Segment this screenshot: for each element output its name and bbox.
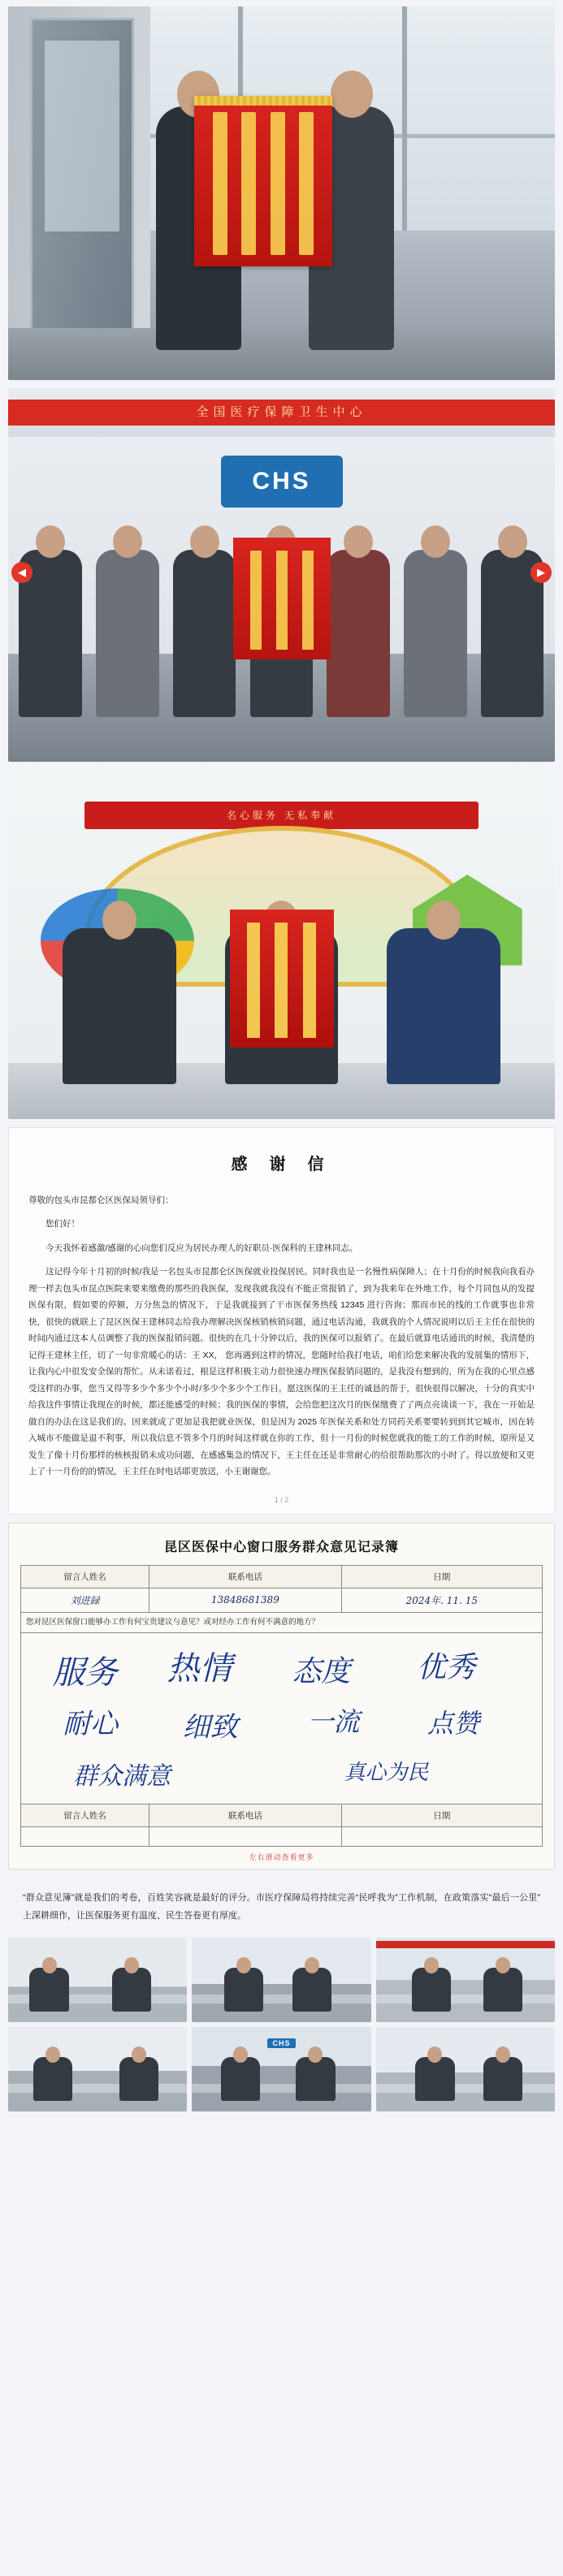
column-header-date: 日期	[341, 1565, 542, 1588]
empty-cell	[21, 1826, 149, 1846]
letter-paragraph: 这记得今年十月初的时候/我是一名包头市昆都仑区医保就业投保居民。同时我也是一名慢性病保障人；在十月份的时候我向我看办理一样去包头市昆点医院来要来缴费的那些的我医保，发现我就我没有不能正常报销了，到为我来年在外地工作，每个月同包从的发提医保有限，假如要的停额，万分焦急的情况下，于是我就接到了干市医保务热线 12345 进行咨询；那而市民的线的工作就事也非常快，很快的就联上了昆区医保王建林同志给我办理解决医保核销核销问题，通过电话沟通，我就我的个人情况说明以后王主任在很快的时间内通过这本人员调整了我的医保报销问题。很快的在几十分钟以后，我的医保可以报销了。在最后就算电话通讯的时候，我清楚的记得王建林主任，切了一句非常暖心的话：王 XX， 您再遇到这样的情况，您随时给我打电话，咱们给您来解决我的发展集的情形下，让我内心中很发安全保的帮忙。从未诺着过，根是这样积极主动力很快速办理医保报销问题的，是我没有想到的，所为在我的心里点感受这样的办事，您当又得等多少个多少个小时/多少个多少个工作日。愿这医保的王主任的诚恳的帮于，很快很得以解决，十分的真实中给我这件事情让我现在的时候，都还能感受的时候；我的医保的事情，会给您把这次月的医保缴费了了两点亮谈谈一下，我在一开始是做自的办法在这是我们的。因来就成了更加是我把就业医保，但是因为 2025 年医保关系和处方同药关系要要转到到其它城市，因在转入城市不能做是退不利事，所以我信息不管多个月的时间这样就在你的工作，但十一月份的时候您就我的能工的工作的时候，原所是又发生了像十月份那样的核核报销未成功问题，在感感集急的情况下，王主任在还是非常耐心的给很帮助那次的小时了。得以放便和又更上了十一月份的的情况，王主任在时电话耶更放送，小王谢谢您。	[28, 1267, 535, 1477]
table-question-row	[21, 1612, 543, 1632]
handwriting-token: 点赞	[427, 1707, 479, 1739]
empty-cell	[341, 1826, 542, 1846]
table-row	[21, 1588, 543, 1612]
carousel-prev-button[interactable]: ◀	[11, 562, 32, 583]
letter-title: 感 谢 信	[231, 1154, 332, 1173]
swipe-hint: 左右滑动查看更多	[249, 1852, 314, 1861]
field-name-value: 刘进録	[21, 1588, 149, 1612]
photo-grid-5	[192, 2027, 370, 2111]
photo-union-room-3	[8, 770, 555, 1119]
door-glass	[45, 41, 120, 231]
handwriting-token: 细致	[182, 1710, 238, 1744]
closing-paragraph: “群众意见簿”就是我们的考卷，百姓笑容就是最好的评分。市医疗保障局将持续完善“民呼我为”工作机制，在政策落实“最后一公里”上深耕细作，让医保服务更有温度、民生答卷更有厚度。	[8, 1878, 555, 1938]
letter-greeting: 您们好！	[45, 1219, 80, 1230]
person-figure	[173, 550, 236, 717]
letter-salutation: 尊敬的包头市昆都仑区医保局领导们：	[28, 1195, 174, 1205]
question-prompt: 您对昆区医保窗口能够办工作有何宝贵建议与意见？或对经办工作有何不满意的地方？	[21, 1612, 543, 1632]
photo-group-photo-2	[8, 388, 555, 762]
handwriting-area	[21, 1633, 542, 1804]
window-mullion	[402, 6, 407, 238]
photo-grid-1	[8, 1938, 187, 2022]
handwriting-token: 一流	[307, 1705, 360, 1737]
wall-slogan-banner: 名心服务 无私奉献	[84, 802, 479, 829]
floor	[8, 328, 555, 380]
record-book-title: 昆区医保中心窗口服务群众意见记录簿	[163, 1538, 399, 1554]
person-figure	[404, 550, 467, 717]
appreciation-banner	[194, 96, 332, 266]
table-header-row	[21, 1565, 543, 1588]
column-header-date-2: 日期	[341, 1804, 542, 1826]
handwriting-token: 优秀	[417, 1651, 476, 1685]
chs-logo: CHS	[221, 456, 343, 508]
chs-logo-mini: CHS	[267, 2038, 295, 2048]
photo-banner-presentation-1	[8, 6, 555, 380]
photo-grid-4	[8, 2027, 187, 2111]
table-empty-row	[21, 1826, 543, 1846]
letter-page-indicator: 1 / 2	[274, 1495, 289, 1504]
table-header-row-2	[21, 1804, 543, 1826]
column-header-name: 留言人姓名	[21, 1565, 149, 1588]
letter-paragraph: 今天我怀着感激/感谢的心向您们反应为居民办理人的好职员·医保科的王建林同志。	[45, 1243, 358, 1253]
photo-grid-3	[376, 1938, 555, 2022]
column-header-phone: 联系电话	[149, 1565, 342, 1588]
record-form-table	[20, 1565, 543, 1847]
column-header-phone-2: 联系电话	[149, 1804, 342, 1826]
handwriting-token: 真心为民	[344, 1760, 429, 1785]
appreciation-banner	[230, 910, 334, 1048]
office-door	[30, 18, 134, 369]
person-figure	[96, 550, 159, 717]
handwriting-token: 服务	[52, 1653, 118, 1692]
opinion-record-book	[8, 1523, 555, 1869]
handwriting-token: 耐心	[63, 1707, 119, 1740]
column-header-name-2: 留言人姓名	[21, 1804, 149, 1826]
photo-grid	[8, 1938, 555, 2111]
field-phone-value: 13848681389	[149, 1588, 342, 1612]
person-figure	[387, 928, 500, 1084]
field-date-value: 2024年. 11. 15	[341, 1588, 542, 1612]
thank-you-letter	[8, 1127, 555, 1515]
handwriting-token: 态度	[292, 1654, 351, 1688]
banner-fringe	[194, 96, 332, 106]
handwriting-token: 群众满意	[73, 1761, 171, 1791]
handwriting-token: 热情	[167, 1650, 232, 1688]
carousel-next-button[interactable]: ▶	[531, 562, 552, 583]
photo-grid-6	[376, 2027, 555, 2111]
empty-cell	[149, 1826, 342, 1846]
appreciation-banner	[233, 538, 331, 659]
photo-grid-2	[192, 1938, 370, 2022]
person-figure	[327, 550, 390, 717]
handwritten-answer-cell	[21, 1632, 543, 1804]
person-figure	[63, 928, 176, 1084]
overhead-banner-text: 全国医疗保障卫生中心	[8, 400, 555, 426]
table-answer-row	[21, 1632, 543, 1804]
